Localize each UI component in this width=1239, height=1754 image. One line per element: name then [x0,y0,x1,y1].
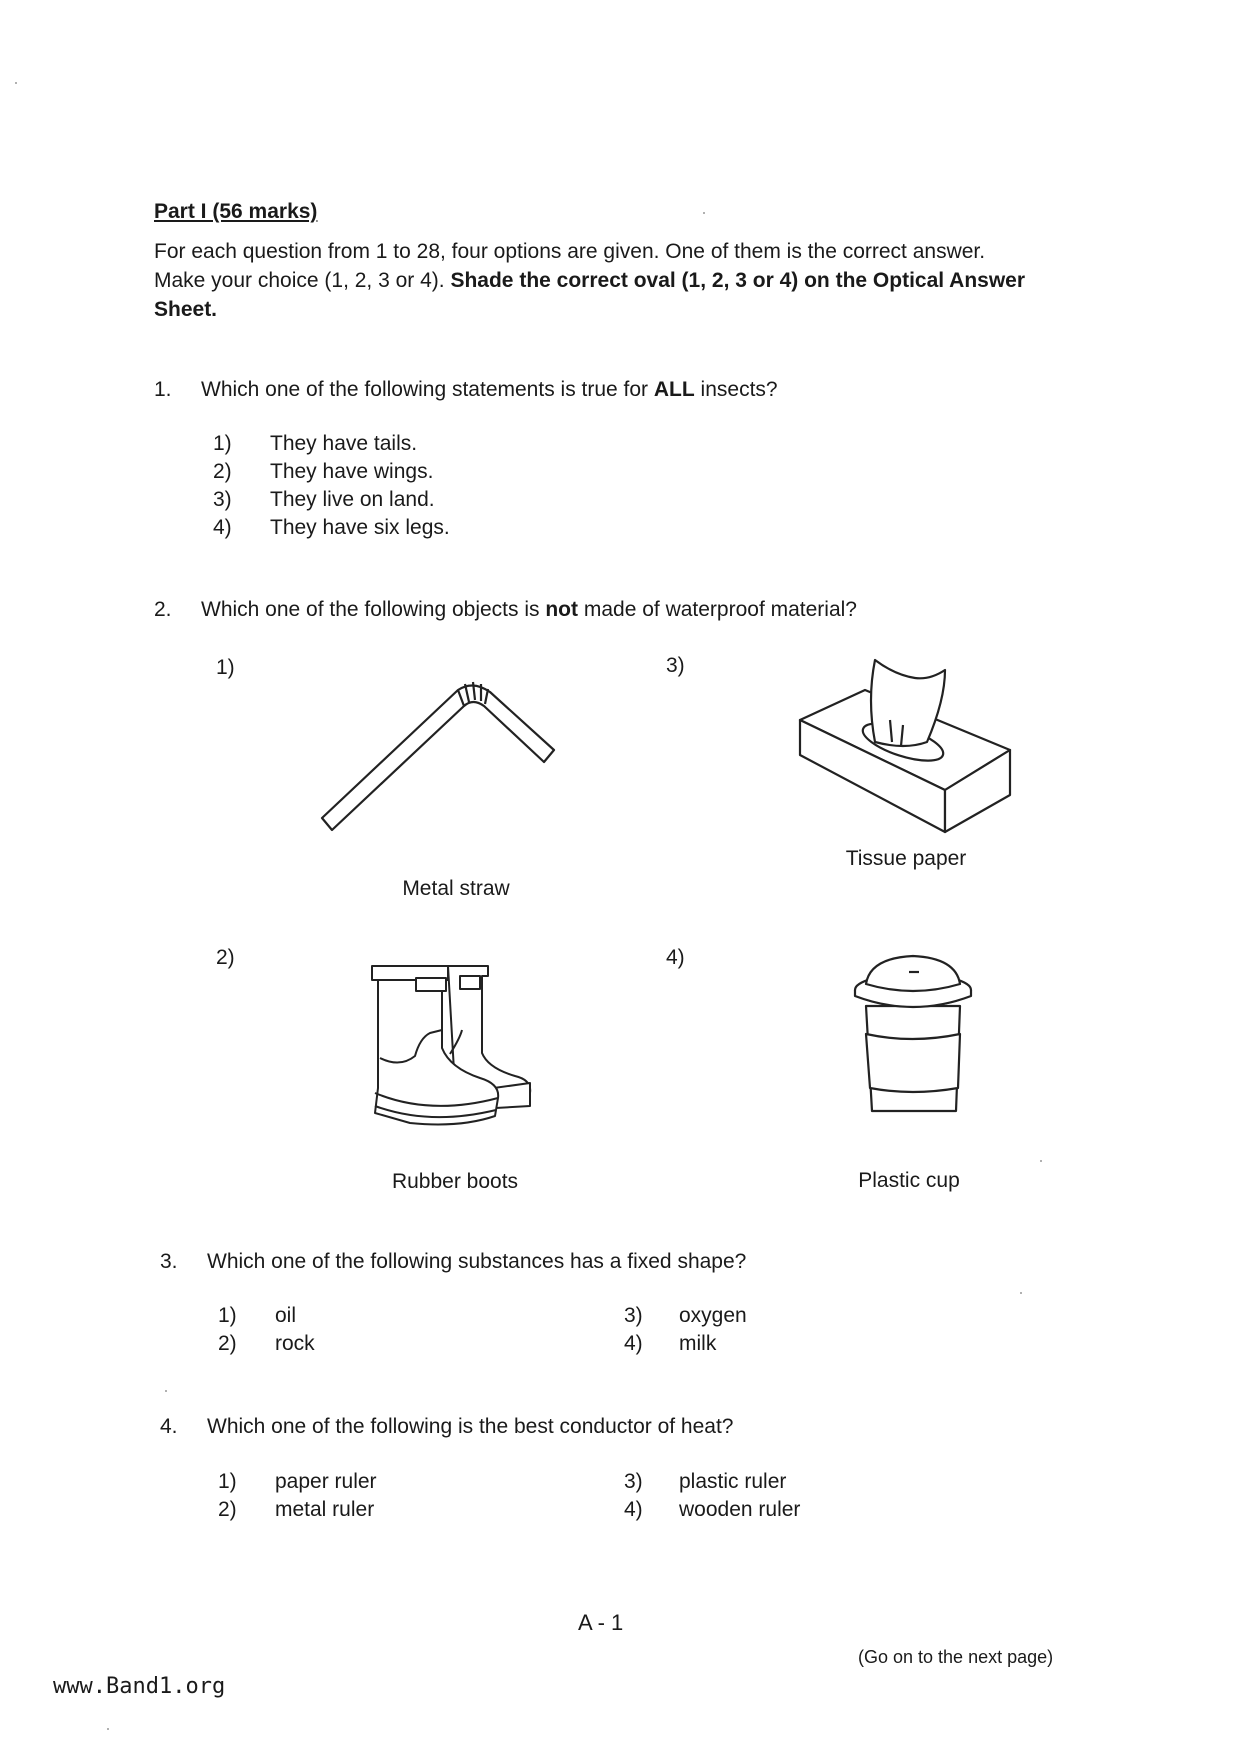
option-number: 2) [213,460,232,483]
question-4-options-right [624,1468,800,1524]
option [213,514,450,542]
question-2 [154,598,857,622]
option [624,1302,747,1330]
option-text: They have tails. [270,432,418,455]
option-text: paper ruler [275,1470,377,1493]
option-number: 1) [213,432,232,455]
question-text-end: made of waterproof material? [578,598,857,621]
option [213,486,450,514]
option-number: 1) [218,1304,237,1327]
option-number: 3) [666,654,685,677]
plastic-cup-icon [852,948,977,1123]
question-emphasis: not [545,598,579,621]
question-number: 3. [160,1250,178,1273]
question-1-options [213,430,450,542]
question-3 [160,1250,746,1274]
question-number: 1. [154,378,172,401]
question-number: 4. [160,1415,178,1438]
option-text: oil [275,1304,297,1327]
scan-speck [15,82,17,84]
scan-speck [107,1728,109,1730]
option [218,1496,377,1524]
option [218,1468,377,1496]
option-number: 4) [624,1498,643,1521]
rubber-boots-icon [370,958,555,1138]
option-text: oxygen [679,1304,747,1327]
option-text: milk [679,1332,717,1355]
tissue-box-icon [795,650,1015,845]
question-text: Which one of the following substances has a fixed shape? [207,1250,747,1273]
option [624,1468,800,1496]
instructions [154,237,1034,324]
option-number: 1) [216,656,235,679]
option-number: 4) [213,516,232,539]
question-3-options-right [624,1302,747,1358]
option [218,1302,315,1330]
option-text: rock [275,1332,315,1355]
question-emphasis: ALL [653,378,695,401]
metal-straw-icon [318,670,568,840]
part-title: Part I (56 marks) [154,200,318,223]
option [213,430,450,458]
scan-speck [1020,1292,1022,1294]
page-number: A - 1 [578,1610,624,1635]
option [624,1496,800,1524]
option-number: 3) [213,488,232,511]
option-number: 2) [218,1332,237,1355]
option-caption: Rubber boots [391,1170,519,1193]
option [218,1330,315,1358]
option-number: 4) [666,946,685,969]
option-number: 3) [624,1304,643,1327]
instructions-bold-text: Shade the correct oval (1, 2, 3 or 4) on the Optical Answer Sheet. [154,269,1026,321]
watermark-url: www.Band1.org [53,1674,226,1699]
question-text: Which one of the following is the best conductor of heat? [207,1415,734,1438]
option-number: 2) [216,946,235,969]
option-text: They have six legs. [270,516,450,539]
question-text: Which one of the following statements is true for [201,378,654,401]
option-caption: Metal straw [402,877,510,900]
question-text: Which one of the following objects is [201,598,546,621]
scan-speck [165,1390,167,1392]
option [213,458,450,486]
scan-speck [1040,1160,1042,1162]
question-3-options-left [218,1302,315,1358]
option-text: They live on land. [270,488,435,511]
question-4-options-left [218,1468,377,1524]
option-caption: Tissue paper [845,847,967,870]
instructions-text: For each question from 1 to 28, four options are given. One of them is the correct answer. Make your choice (1, 2, 3 or 4). [154,240,986,292]
option-caption: Plastic cup [858,1169,960,1192]
question-4 [160,1415,734,1439]
option-text: metal ruler [275,1498,375,1521]
scan-speck [703,212,705,214]
option-text: They have wings. [270,460,434,483]
option-text: plastic ruler [679,1470,787,1493]
option-text: wooden ruler [679,1498,801,1521]
question-text-end: insects? [694,378,778,401]
option [624,1330,747,1358]
next-page-note: (Go on to the next page) [858,1647,1054,1667]
question-number: 2. [154,598,172,621]
option-number: 2) [218,1498,237,1521]
option-number: 4) [624,1332,643,1355]
option-number: 3) [624,1470,643,1493]
question-1 [154,378,778,402]
option-number: 1) [218,1470,237,1493]
